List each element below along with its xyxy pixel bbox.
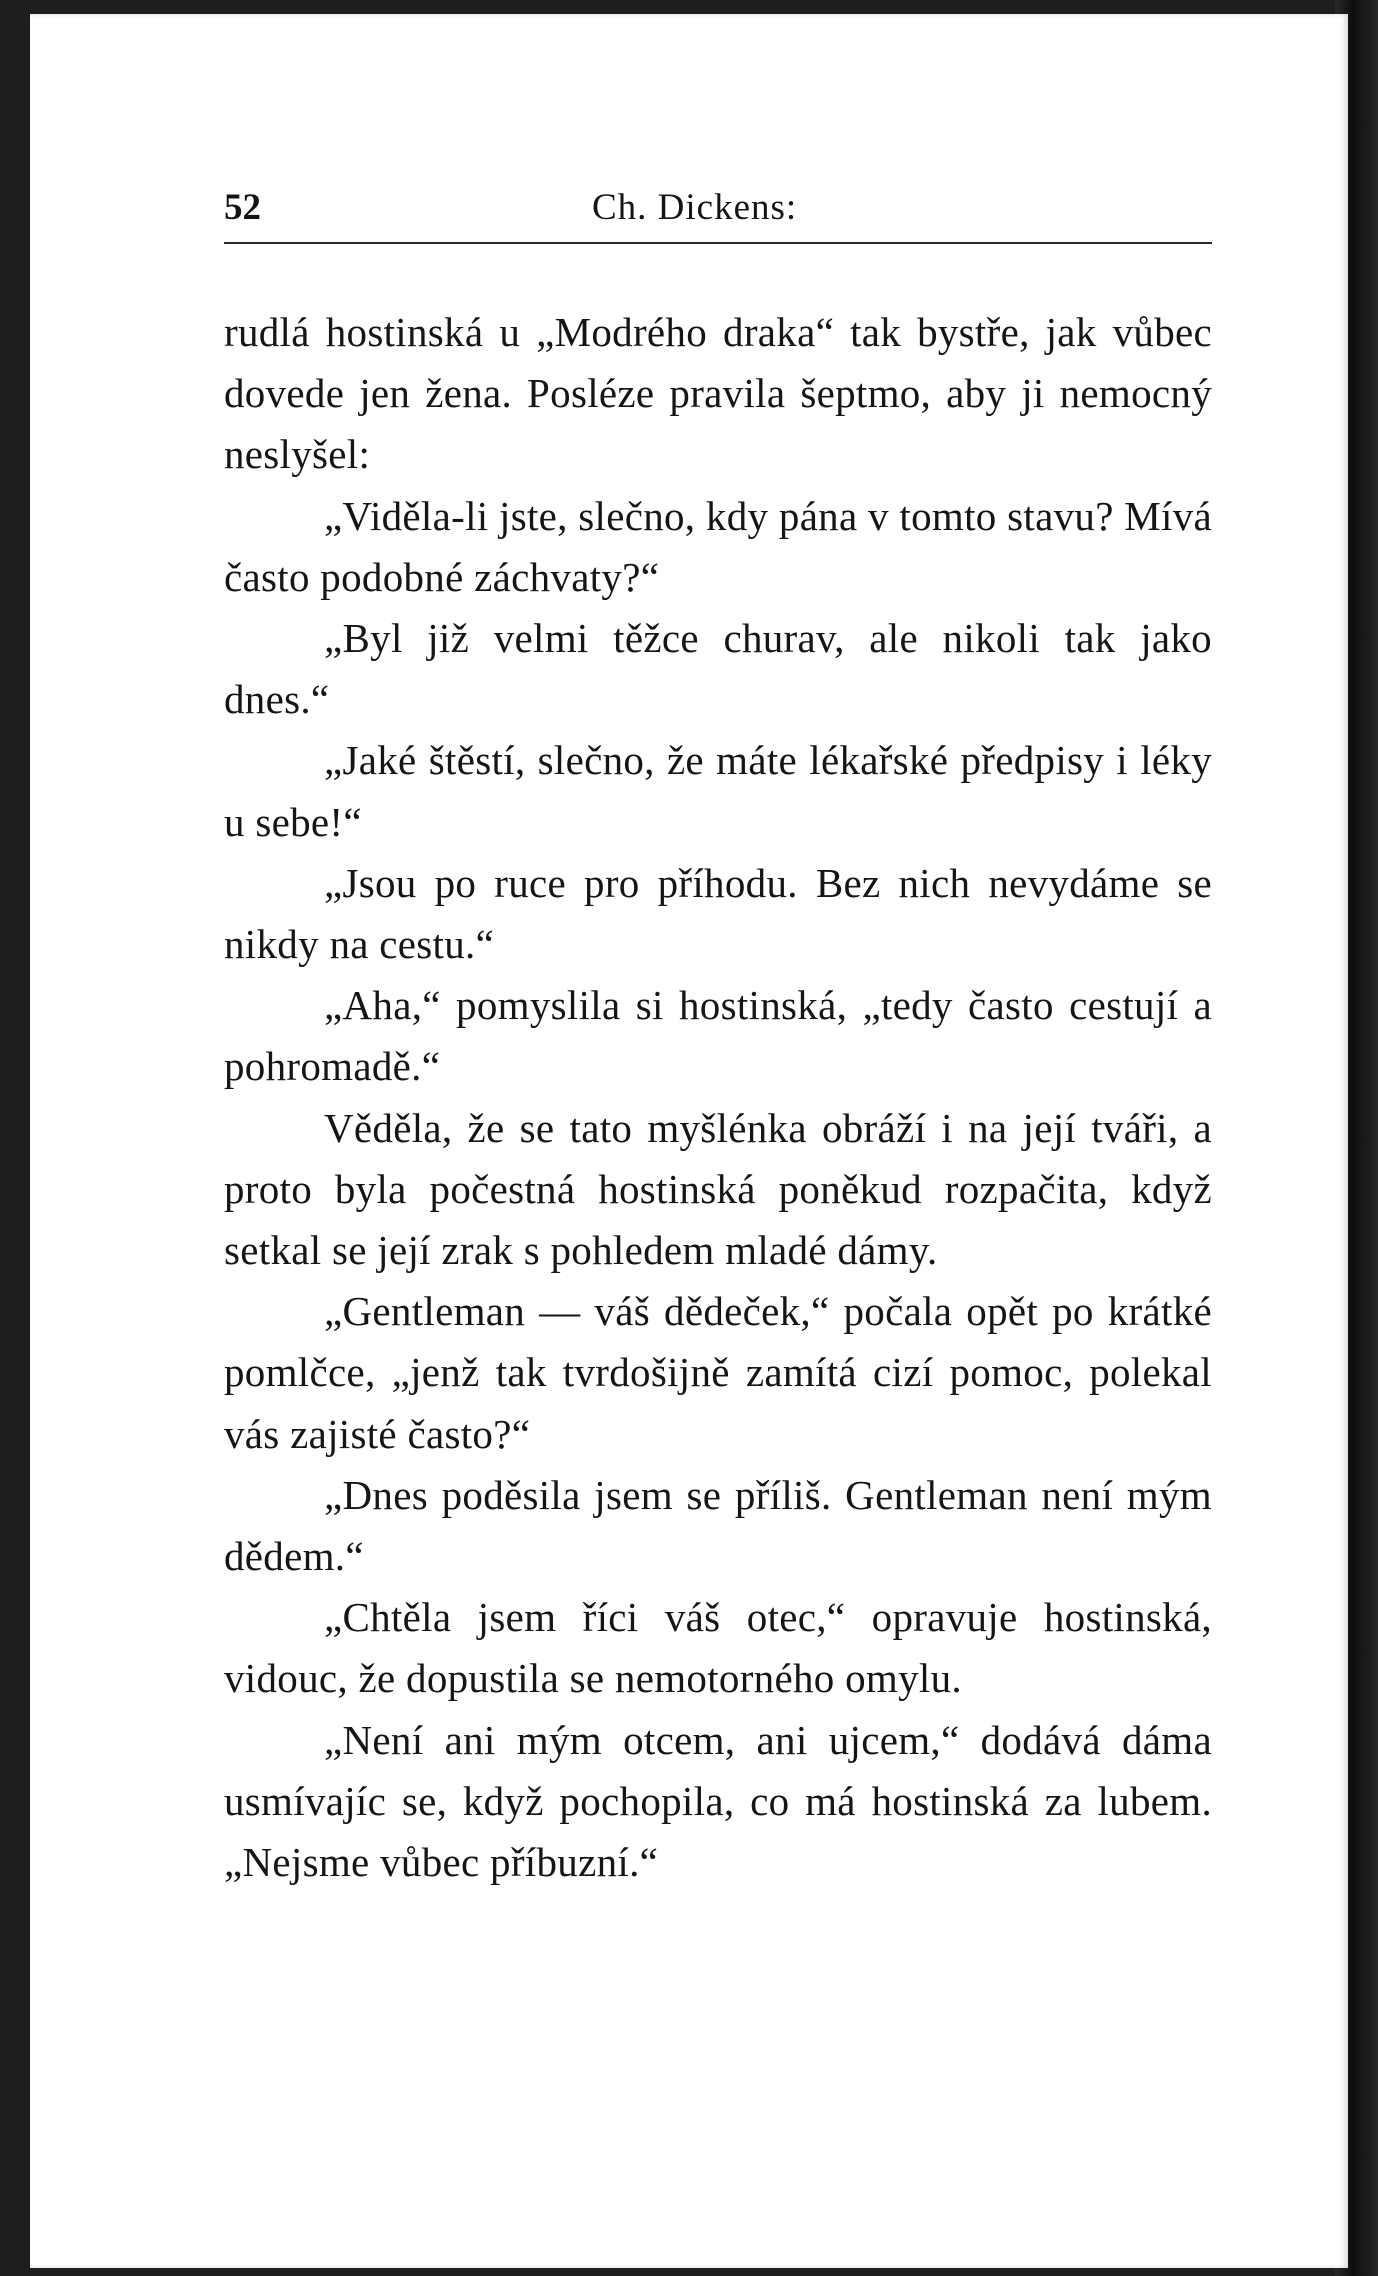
paragraph: „Dnes poděsila jsem se příliš. Gentleman není mým dědem.“ [224, 1471, 1212, 1580]
paragraph: „Není ani mým otcem, ani ujcem,“ dodává dáma usmívajíc se, když pochopila, co má hostinská za lubem. „Nejsme vůbec příbuzní.“ [224, 1716, 1212, 1886]
paragraph: rudlá hostinská u „Modrého draka“ tak bystře, jak vůbec dovede jen žena. Posléze pravila šeptmo, aby ji nemocný neslyšel: [224, 309, 1212, 478]
paragraph: „Chtěla jsem říci váš otec,“ opravuje hostinská, vidouc, že dopustila se nemotorného omylu. [224, 1594, 1212, 1702]
page-header [224, 186, 1212, 236]
paragraph: „Jsou po ruce pro příhodu. Bez nich nevydáme se nikdy na cestu.“ [224, 859, 1212, 968]
page-number: 52 [224, 187, 261, 228]
paragraph: „Viděla-li jste, slečno, kdy pána v tomto stavu? Mívá často podobné záchvaty?“ [224, 492, 1212, 600]
paragraph: „Jaké štěstí, slečno, že máte lékařské předpisy i léky u sebe!“ [224, 737, 1212, 845]
paragraph: „Byl již velmi těžce churav, ale nikoli tak jako dnes.“ [224, 615, 1212, 723]
paragraph: „Aha,“ pomyslila si hostinská, „tedy často cestují a pohromadě.“ [224, 982, 1212, 1090]
paragraph: „Gentleman — váš dědeček,“ počala opět po krátké pomlčce, „jenž tak tvrdošijně zamítá cizí pomoc, polekal vás zajisté často?“ [224, 1288, 1212, 1457]
running-head: Ch. Dickens: [592, 187, 798, 228]
paragraph: Věděla, že se tato myšlénka obráží i na její tváři, a proto byla počestná hostinská poněkud rozpačita, když setkal se její zrak s pohledem mladé dámy. [224, 1104, 1212, 1274]
header-rule [224, 242, 1212, 244]
body-text [224, 302, 1212, 1893]
